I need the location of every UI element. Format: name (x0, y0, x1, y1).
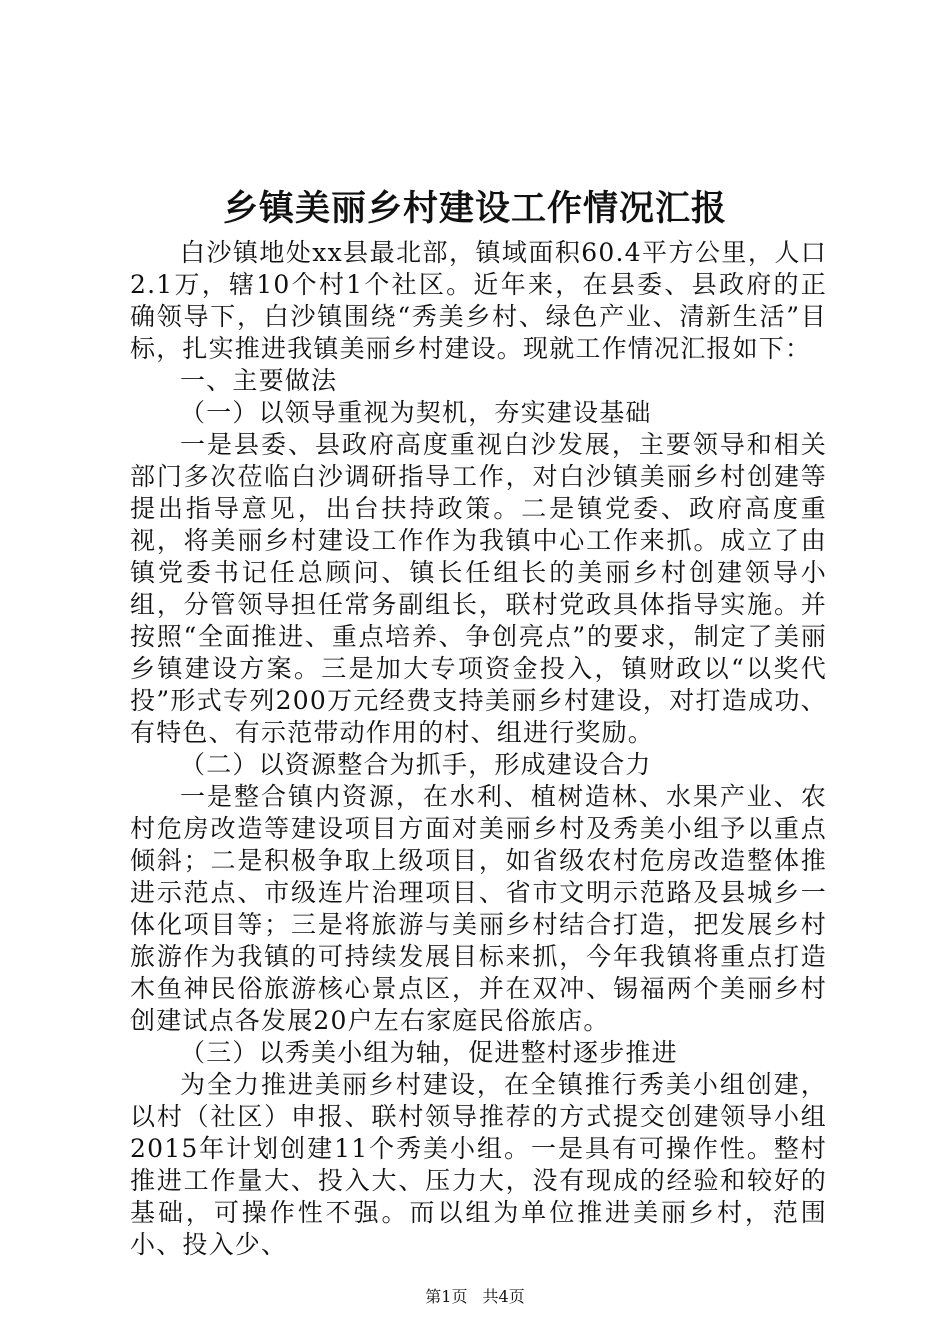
subsection-heading-3: （三）以秀美小组为轴，促进整村逐步推进 (180, 1038, 678, 1067)
document-body (130, 237, 827, 1261)
subsection-heading-2: （二）以资源整合为抓手，形成建设合力 (180, 750, 652, 779)
paragraph-leadership: 一是县委、县政府高度重视白沙发展，主要领导和相关部门多次莅临白沙调研指导工作，对白沙镇美丽乡村创建等提出指导意见，出台扶持政策。二是镇党委、政府高度重视，将美丽乡村建设工作作为我镇中心工作来抓。成立了由镇党委书记任总顾问、镇长任组长的美丽乡村创建领导小组，分管领导担任常务副组长，联村党政具体指导实施。并按照“全面推进、重点培养、争创亮点”的要求，制定了美丽乡镇建设方案。三是加大专项资金投入，镇财政以“以奖代投”形式专列200万元经费支持美丽乡村建设，对打造成功、有特色、有示范带动作用的村、组进行奖励。 (130, 430, 827, 747)
paragraph-groups: 为全力推进美丽乡村建设，在全镇推行秀美小组创建，以村（社区）申报、联村领导推荐的方式提交创建领导小组2015年计划创建11个秀美小组。一是具有可操作性。整村推进工作量大、投入大、压力大，没有现成的经验和较好的基础，可操作性不强。而以组为单位推进美丽乡村，范围小、投入少、 (130, 1070, 827, 1259)
section-heading-main-practices: 一、主要做法 (180, 366, 338, 395)
document-title: 乡镇美丽乡村建设工作情况汇报 (222, 188, 727, 229)
subsection-heading-1: （一）以领导重视为契机，夯实建设基础 (180, 398, 652, 427)
page-footer (0, 1286, 950, 1308)
paragraph-resources: 一是整合镇内资源，在水利、植树造林、水果产业、农村危房改造等建设项目方面对美丽乡村及秀美小组予以重点倾斜；二是积极争取上级项目，如省级农村危房改造整体推进示范点、市级连片治理项目、省市文明示范路及县城乡一体化项目等；三是将旅游与美丽乡村结合打造，把发展乡村旅游作为我镇的可持续发展目标来抓，今年我镇将重点打造木鱼神民俗旅游核心景点区，并在双冲、锡福两个美丽乡村创建试点各发展20户左右家庭民俗旅店。 (130, 782, 827, 1035)
page-number: 第1页 (425, 1287, 468, 1306)
page-total: 共4页 (482, 1287, 525, 1306)
intro-paragraph: 白沙镇地处xx县最北部，镇域面积60.4平方公里，人口2.1万，辖10个村1个社区。近年来，在县委、县政府的正确领导下，白沙镇围绕“秀美乡村、绿色产业、清新生活”目标，扎实推进我镇美丽乡村建设。现就工作情况汇报如下： (130, 238, 827, 363)
